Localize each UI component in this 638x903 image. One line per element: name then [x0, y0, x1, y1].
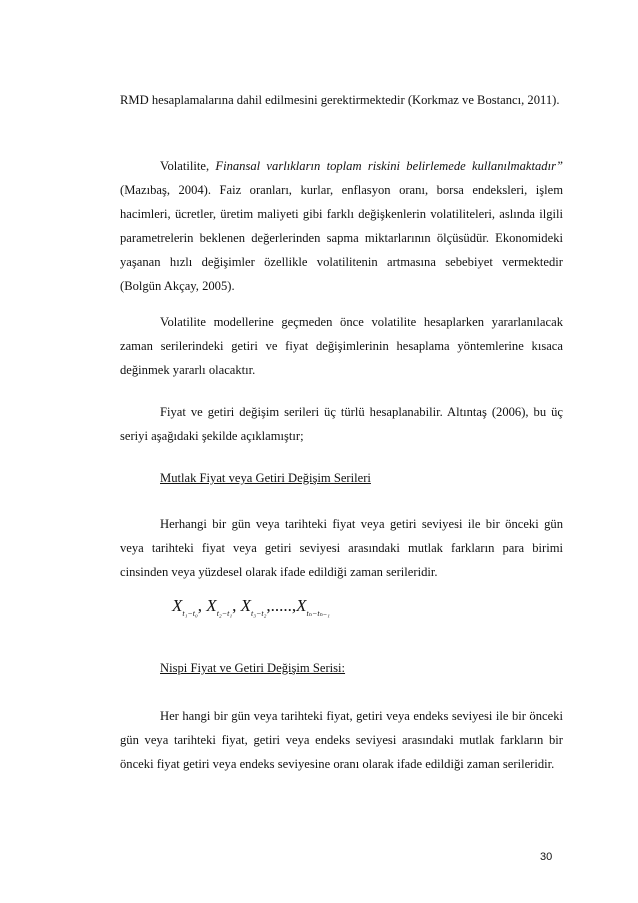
paragraph-text: RMD hesaplamalarına dahil edilmesini gerektirmektedir (Korkmaz ve Bostancı, 2011). — [120, 93, 560, 107]
paragraph-series-intro — [120, 400, 563, 448]
formula-separator: , — [232, 596, 237, 615]
formula-symbol: X — [296, 596, 307, 615]
paragraph-text: Her hangi bir gün veya tarihteki fiyat, getiri veya endeks seviyesi ile bir önceki gün veya tarihteki fiyat, getiri veya endeks seviyesi arasındaki mutlak farkların bir önceki fiyat getiri veya endeks seviyesine oranı olarak ifade edildiği zaman serileridir. — [120, 709, 563, 771]
heading-mutlak: Mutlak Fiyat veya Getiri Değişim Serileri — [160, 471, 371, 485]
formula-subscript: tₙ−tₙ₋₁ — [306, 609, 330, 618]
formula-subscript: t₃−t₂ — [250, 609, 267, 618]
formula-symbol: X — [240, 596, 251, 615]
paragraph-volatilite-models — [120, 310, 563, 382]
formula-separator: , — [197, 596, 203, 615]
paragraph-text: (Mazıbaş, 2004). Faiz oranları, kurlar, enflasyon oranı, borsa endeksleri, işlem hacimleri, ücretler, üretim maliyeti gibi farklı değişkenlerin volatiliteleri, aslında ilgili parametrelerin beklenen değerlerinden sapma miktarlarının ölçüsüdür. Ekonomideki yaşanan hızlı değişimler özellikle volatilitenin artmasına sebebiyet vermektedir (Bolgün Akçay, 2005). — [120, 183, 563, 293]
heading-nispi: Nispi Fiyat ve Getiri Değişim Serisi: — [160, 661, 346, 675]
formula-symbol: X — [172, 596, 183, 615]
paragraph-mutlak-definition — [120, 512, 563, 584]
change-series-formula — [172, 596, 330, 618]
paragraph-text: Volatilite modellerine geçmeden önce volatilite hesaplarken yararlanılacak zaman serilerindeki getiri ve fiyat değişimlerinin hesaplama yöntemlerine kısaca değinmek yararlı olacaktır. — [120, 315, 563, 377]
page-number: 30 — [540, 851, 553, 863]
paragraph-nispi-definition — [120, 704, 563, 776]
paragraph-volatilite-definition — [120, 154, 563, 298]
formula-ellipsis: ,....., — [266, 596, 297, 615]
formula-symbol: X — [206, 596, 217, 615]
paragraph-rmd — [120, 88, 563, 112]
formula-subscript: t₂−t₁ — [216, 609, 233, 618]
paragraph-text: Herhangi bir gün veya tarihteki fiyat veya getiri seviyesi ile bir önceki gün veya tarihteki fiyat veya getiri seviyesi arasındaki mutlak farkların para birimi cinsinden veya yüzdesel olarak ifade edildiği zaman serileridir. — [120, 517, 563, 579]
italic-definition: Finansal varlıkların toplam riskini belirlemede kullanılmaktadır” — [215, 159, 563, 173]
volatilite-term: Volatilite, — [160, 159, 210, 173]
paragraph-text: Fiyat ve getiri değişim serileri üç türlü hesaplanabilir. Altıntaş (2006), bu üç seriyi aşağıdaki şekilde açıklamıştır; — [120, 405, 563, 443]
formula-subscript: t₁−t₀ — [182, 609, 198, 618]
